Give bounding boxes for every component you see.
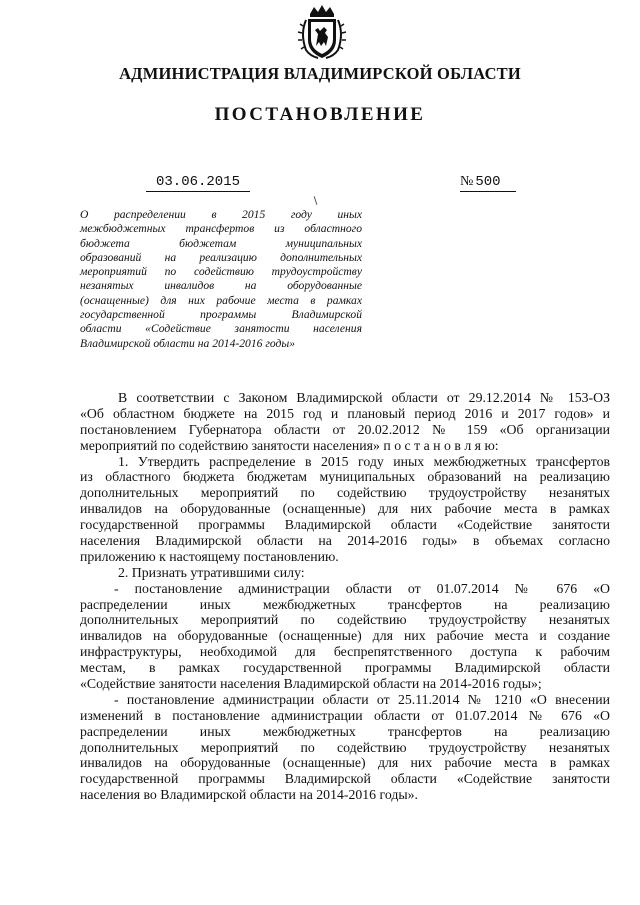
subject-line: О распределении в 2015 году иных — [80, 208, 362, 221]
coat-of-arms-icon — [296, 4, 348, 60]
body-line: распределении иных межбюджетных трансфертов на реализацию — [80, 596, 610, 612]
body-line: местам, в рамках государственной программы Владимирской области — [80, 660, 610, 676]
body-line: инвалидов на оборудованные (оснащенные) для них рабочие места в рамках — [80, 755, 610, 771]
body-line: «Об областном бюджете на 2015 год и плановый период 2016 и 2017 годов» и — [80, 405, 610, 421]
subject-block — [80, 208, 362, 351]
pen-mark — [314, 196, 318, 205]
document-number — [460, 174, 516, 192]
body-line: дополнительных мероприятий по содействию трудоустройству незанятых — [80, 739, 610, 755]
number-sign: № — [460, 174, 474, 189]
document-type-title: ПОСТАНОВЛЕНИЕ — [214, 104, 426, 125]
subject-line: государственной программы Владимирской — [80, 308, 362, 322]
body-line: дополнительных мероприятий по содействию трудоустройству незанятых — [80, 612, 610, 628]
body-line: инвалидов на оборудованные (оснащенные) для них рабочие места и создание — [80, 628, 610, 644]
body-line: дополнительных мероприятий по содействию трудоустройству незанятых — [80, 485, 610, 501]
body-line: государственной программы Владимирской области «Содействие занятости — [80, 517, 610, 533]
subject-line: области «Содействие занятости населения — [80, 322, 362, 336]
body-line: инфраструктуры, необходимой для беспрепятственного доступа к рабочим — [80, 644, 610, 660]
subject-line: Владимирской области на 2014-2016 годы» — [80, 336, 296, 350]
body-line: инвалидов на оборудованные (оснащенные) для них рабочие места в рамках — [80, 501, 610, 517]
body-line: 2. Признать утратившими силу: — [118, 564, 305, 580]
body-line: распределении иных межбюджетных трансфертов на реализацию — [80, 723, 610, 739]
subject-line: образований на реализацию дополнительных — [80, 250, 362, 264]
subject-line: бюджета бюджетам муниципальных — [80, 236, 362, 250]
body-line: В соответствии с Законом Владимирской области от 29.12.2014 № 153-ОЗ — [118, 390, 610, 405]
organization-title: АДМИНИСТРАЦИЯ ВЛАДИМИРСКОЙ ОБЛАСТИ — [119, 64, 521, 83]
body-line: изменений в постановление администрации области от 01.07.2014 № 676 «О — [80, 707, 610, 723]
body-line: 1. Утвердить распределение в 2015 году иных межбюджетных трансфертов — [118, 453, 610, 469]
body-line: государственной программы Владимирской области «Содействие занятости — [80, 771, 610, 787]
body-line: населения во Владимирской области на 2014-2016 годы». — [80, 787, 418, 803]
body-line: приложению к настоящему постановлению. — [80, 548, 339, 564]
body-line: мероприятий по содействию занятости населения» п о с т а н о в л я ю: — [80, 437, 499, 453]
subject-line: (оснащенные) для них рабочие места в рамках — [80, 293, 362, 307]
body-text — [80, 390, 610, 803]
body-line: населения Владимирской области на 2014-2016 годы» в объемах согласно — [80, 533, 610, 549]
body-line: «Содействие занятости населения Владимирской области на 2014-2016 годы»; — [80, 676, 542, 692]
body-line: из областного бюджета бюджетам муниципальных образований на реализацию — [80, 469, 610, 485]
document-date: 03.06.2015 — [146, 174, 250, 192]
subject-line: незанятых инвалидов на оборудованные — [80, 279, 362, 293]
subject-line: мероприятий по содействию трудоустройству — [80, 265, 362, 279]
subject-line: межбюджетных трансфертов из областного — [80, 222, 362, 236]
body-line: - постановление администрации области от 25.11.2014 № 1210 «О внесении — [114, 691, 610, 707]
number-value: 500 — [475, 174, 501, 190]
body-line: постановлением Губернатора области от 20.02.2012 № 159 «Об организации — [80, 421, 610, 437]
body-line: - постановление администрации области от 01.07.2014 № 676 «О — [114, 580, 610, 596]
